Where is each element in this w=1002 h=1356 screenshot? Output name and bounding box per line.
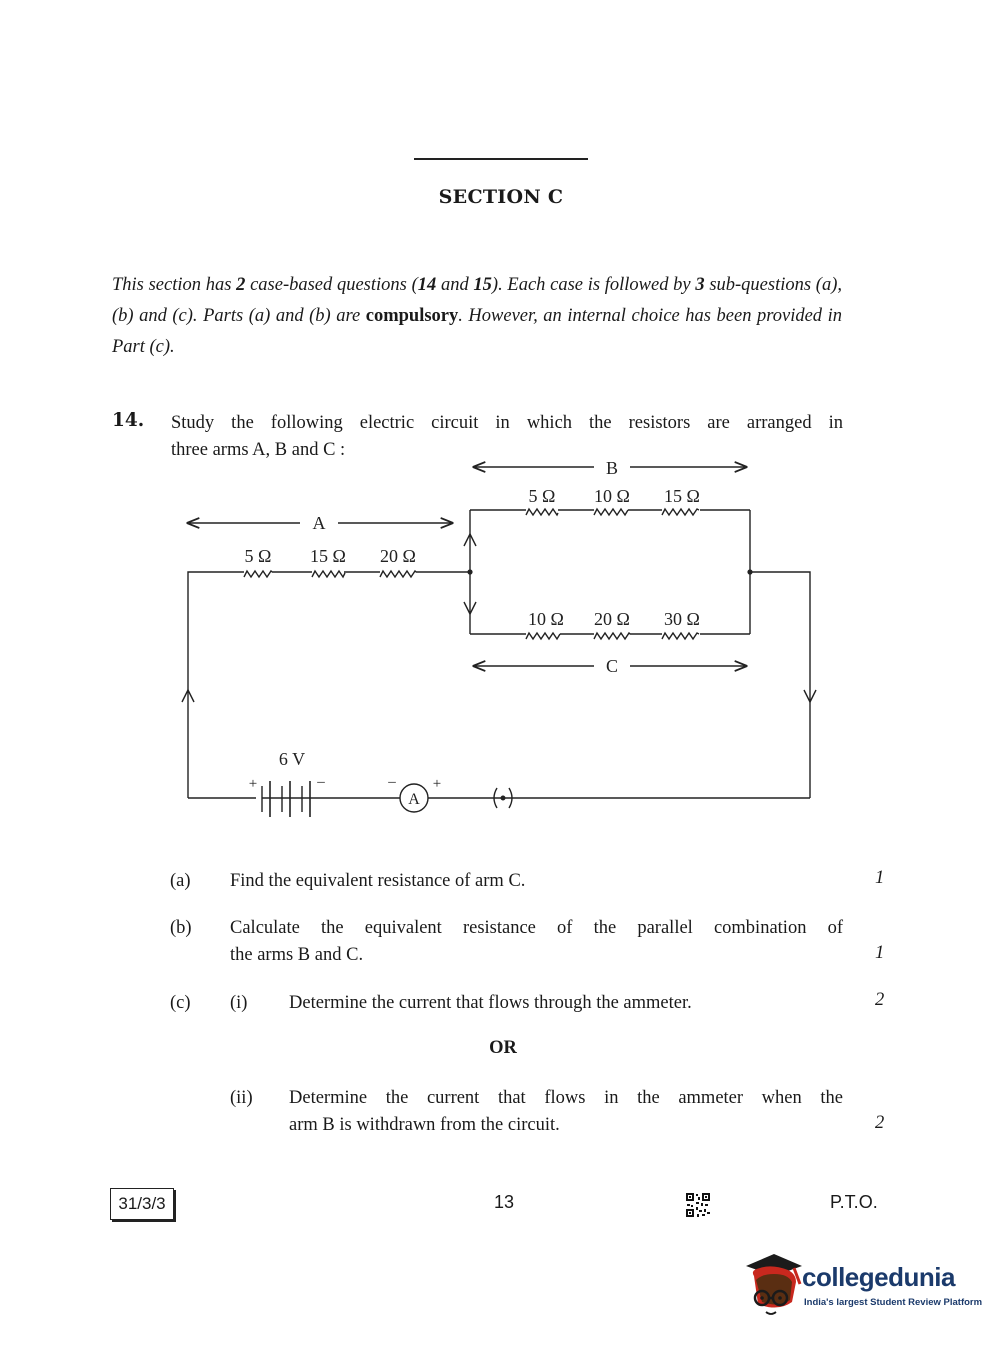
resistor-a1: [244, 571, 272, 577]
arm-b-label: B: [605, 458, 619, 478]
resistor-a2: [312, 571, 345, 577]
please-turn-over: P.T.O.: [830, 1192, 878, 1212]
question-text: Study the following electric circuit in which the resistors are arranged in three arms A, B and C :: [171, 413, 843, 460]
arm-c-label: C: [605, 656, 619, 676]
part-c-ii-text: Determine the current that flows in the ammeter when the arm B is withdrawn from the circuit.: [289, 1088, 843, 1135]
header-rule: [414, 158, 588, 160]
question-number: 14.: [112, 410, 145, 431]
wire-right: [750, 572, 810, 798]
part-c-i-marks: 2: [875, 990, 885, 1010]
resistor-c2-label: 20 Ω: [594, 609, 630, 629]
ammeter-minus: –: [388, 774, 396, 790]
section-instructions: This section has 2 case-based questions (14 and 15). Each case is followed by 3 sub-questions (a), (b) and (c). Parts (a) and (b) are compulsory. However, an internal choice has been provided in Part (c).: [112, 275, 842, 357]
section-title: SECTION C: [438, 186, 564, 208]
resistor-b1: [526, 509, 558, 515]
brand-name: collegedunia: [802, 1262, 955, 1292]
part-c-ii-marks: 2: [875, 1113, 885, 1133]
ammeter-plus: +: [432, 776, 442, 792]
part-c-i-text: Determine the current that flows through the ammeter.: [289, 993, 692, 1013]
or-separator: OR: [489, 1038, 517, 1058]
battery-icon: [262, 781, 318, 817]
page-number: 13: [493, 1192, 515, 1212]
brand-tagline: India's largest Student Review Platform: [804, 1297, 983, 1308]
resistor-b2: [594, 509, 628, 515]
compulsory-word: compulsory: [365, 306, 459, 326]
resistor-a2-label: 15 Ω: [310, 546, 346, 566]
ammeter-label: A: [408, 791, 420, 808]
arm-a-label: A: [312, 513, 326, 533]
part-b-text: Calculate the equivalent resistance of the parallel combination of the arms B and C.: [230, 918, 843, 965]
part-c-i-label: (i): [230, 993, 248, 1013]
part-b-label: (b): [170, 918, 192, 938]
resistor-b3: [662, 509, 699, 515]
part-b-marks: 1: [875, 943, 885, 963]
resistor-a1-label: 5 Ω: [244, 546, 272, 566]
resistor-b3-label: 15 Ω: [664, 486, 700, 506]
part-c-ii-label: (ii): [230, 1088, 253, 1108]
battery-plus: +: [248, 776, 258, 792]
circuit-diagram: [0, 455, 1002, 825]
battery-voltage: 6 V: [278, 749, 306, 769]
resistor-a3: [380, 571, 416, 577]
resistor-c1: [526, 633, 560, 639]
part-a-marks: 1: [875, 868, 885, 888]
resistor-c3-label: 30 Ω: [664, 609, 700, 629]
resistor-a3-label: 20 Ω: [380, 546, 416, 566]
paper-code: 31/3/3: [110, 1188, 174, 1220]
part-c-label: (c): [170, 993, 191, 1013]
resistor-b1-label: 5 Ω: [528, 486, 556, 506]
junction-right: [747, 569, 752, 574]
qr-code-icon: [685, 1192, 711, 1218]
part-a-text: Find the equivalent resistance of arm C.: [230, 871, 526, 891]
resistor-c1-label: 10 Ω: [528, 609, 564, 629]
resistor-b2-label: 10 Ω: [594, 486, 630, 506]
wire-left: [188, 572, 244, 798]
battery-minus: –: [317, 774, 325, 790]
resistor-c3: [662, 633, 699, 639]
junction-left: [467, 569, 472, 574]
part-a-label: (a): [170, 871, 191, 891]
resistor-c2: [594, 633, 630, 639]
